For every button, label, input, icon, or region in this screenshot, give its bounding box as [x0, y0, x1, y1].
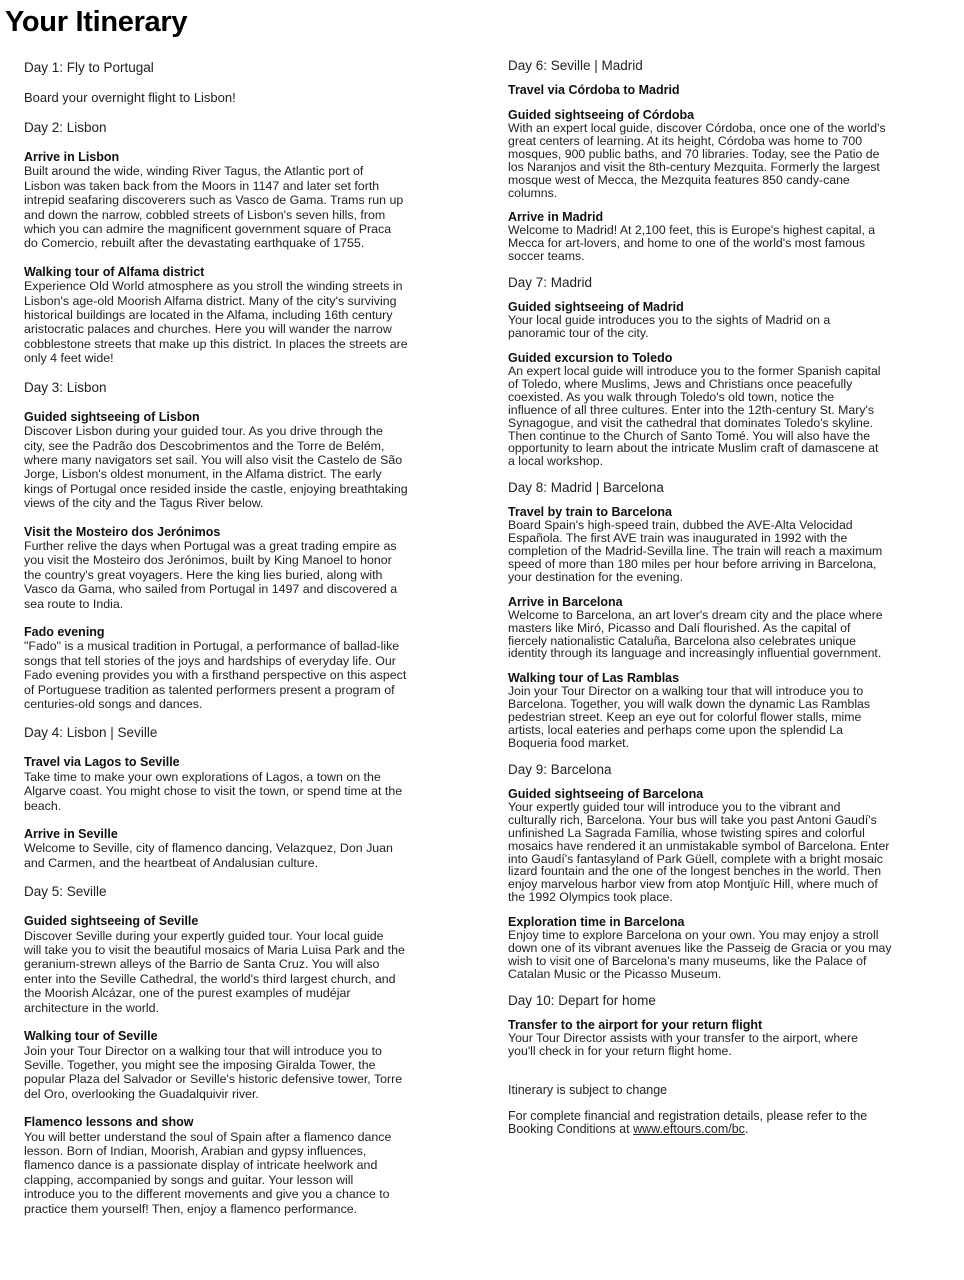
activity-heading: Travel via Lagos to Seville: [24, 755, 180, 770]
activity-heading: Flamenco lessons and show: [24, 1115, 194, 1130]
booking-note-text: For complete financial and registration details, please refer to the Booking Conditions at: [508, 1108, 868, 1136]
activity-heading: Travel by train to Barcelona: [508, 505, 672, 520]
activity-heading: Arrive in Lisbon: [24, 150, 120, 164]
itinerary-activity: [24, 525, 474, 611]
itinerary-left-column: [24, 60, 474, 1230]
activity-heading: Guided excursion to Toledo: [508, 350, 673, 365]
activity-description: Join your Tour Director on a walking tour that will introduce you to Seville. Together, you might see the imposing Giralda Tower, the popular Plaza del Salvador or Seville's historic defensive tower, Torre del Oro, overlooking the Guadalquivir river.: [24, 1043, 403, 1101]
activity-description: Your local guide introduces you to the sights of Madrid on a panoramic tour of the city.: [508, 313, 831, 341]
activity-description: Discover Lisbon during your guided tour. As you drive through the city, see the Padrão dos Descobrimentos and the Torre de Belém, where many navigators set sail. You will also visit the Castelo de São Jorge, Lisbon's oldest monument, in the Alfama district. The early kings of Portugal once resided inside the castle, enjoying breathtaking views of the city and the Tagus River below.: [24, 424, 408, 511]
activity-heading: Walking tour of Alfama district: [24, 264, 205, 279]
itinerary-activity: [508, 84, 948, 97]
activity-description: Board your overnight flight to Lisbon!: [24, 90, 236, 105]
itinerary-activity: [24, 914, 474, 1015]
itinerary-activity: [24, 90, 474, 106]
day-title: Day 6: Seville | Madrid: [508, 58, 643, 73]
activity-heading: Fado evening: [24, 624, 105, 639]
itinerary-change-note: Itinerary is subject to change: [508, 1082, 668, 1097]
itinerary-right-column: [508, 58, 948, 1149]
day-title: Day 1: Fly to Portugal: [24, 60, 154, 75]
itinerary-activity: [508, 301, 948, 340]
activity-description: With an expert local guide, discover Córdoba, once one of the world's great centers of learning. At its height, Córdoba was home to 700 mosques, 900 public baths, and 70 libraries. Today, see the Patio de los Naranjos and visit the 8th-century Mezquita. Formerly the largest mosque west of Mecca, the Mezquita features 850 candy-cane columns.: [508, 121, 886, 200]
day-title: Day 5: Seville: [24, 884, 107, 900]
activity-heading: Exploration time in Barcelona: [508, 915, 685, 930]
activity-description: An expert local guide will introduce you to the former Spanish capital of Toledo, where Muslims, Jews and Christians once peacefully coexisted. As you walk through Toledo's old town, notice the influence of all three cultures. Enter into the 12th-century St. Mary's Synagogue, and visit the cathedral that dominates Toledo's skyline. Then continue to the Church of Santo Tomé. You will also have the opportunity to learn about the intricate Muslim craft of damascene at a local workshop.: [508, 363, 881, 469]
day-title: Day 4: Lisbon | Seville: [24, 725, 158, 741]
itinerary-activity: [24, 827, 474, 870]
activity-heading: Walking tour of Las Ramblas: [508, 671, 680, 686]
activity-description: Discover Seville during your expertly guided tour. Your local guide will take you to visit the beautiful mosaics of Maria Luisa Park and the geranium-strewn alleys of the Barrio de Santa Cruz. You will also enter into the Seville Cathedral, the world's third largest church, and the Moorish Alcázar, one of the purest examples of mudéjar architecture in the world.: [24, 928, 405, 1015]
itinerary-activity: [508, 506, 948, 584]
itinerary-activity: [508, 1019, 948, 1058]
day-title: Day 7: Madrid: [508, 275, 593, 291]
page-title: Your Itinerary: [5, 6, 188, 38]
activity-heading: Visit the Mosteiro dos Jerónimos: [24, 524, 221, 539]
activity-heading: Transfer to the airport for your return flight: [508, 1017, 763, 1032]
activity-description: Take time to make your own explorations of Lagos, a town on the Algarve coast. You might chose to visit the town, or spend time at the beach.: [24, 769, 403, 813]
activity-description: Welcome to Madrid! At 2,100 feet, this is Europe's highest capital, a Mecca for art-lovers, and home to one of the world's most famous soccer teams.: [508, 223, 876, 264]
itinerary-activity: [508, 211, 948, 263]
activity-description: Welcome to Barcelona, an art lover's dream city and the place where masters like Miró, Picasso and Dalí flourished. As the capital of fiercely nationalistic Cataluña, Barcelona also celebrates unique identity through its language and increasingly influential government.: [508, 607, 883, 661]
activity-description: You will better understand the soul of Spain after a flamenco dance lesson. Born of Indian, Moorish, Arabian and gypsy influences, flamenco dance is a passionate display of intricate heelwork and clapping, accompanied by songs and guitar. Your lesson will introduce you to the different movements and give you a chance to practice them yourself! Then, enjoy a flamenco performance.: [24, 1129, 392, 1216]
activity-description: Enjoy time to explore Barcelona on your own. You may enjoy a stroll down one of its vibrant avenues like the Passeig de Gracia or you may wish to visit one of Barcelona's many museums, like the Palace of Catalan Music or the Picasso Museum.: [508, 928, 892, 981]
activity-heading: Guided sightseeing of Madrid: [508, 300, 684, 315]
activity-heading: Guided sightseeing of Barcelona: [508, 786, 704, 801]
activity-heading: Arrive in Barcelona: [508, 594, 623, 609]
activity-heading: Walking tour of Seville: [24, 1029, 158, 1044]
itinerary-activity: [508, 352, 948, 468]
itinerary-activity: [508, 596, 948, 661]
day-title: Day 9: Barcelona: [508, 761, 612, 777]
booking-note-suffix: .: [744, 1121, 749, 1136]
activity-heading: Arrive in Madrid: [508, 210, 604, 225]
activity-description: Further relive the days when Portugal was a great trading empire as you visit the Mosteiro dos Jerónimos, built by King Manoel to honor the country's great voyagers. Here the king lies buried, along with Vasco da Gama, who sailed from Portugal in 1497 and discovered a sea route to India.: [24, 538, 398, 611]
activity-description: "Fado" is a musical tradition in Portugal, a performance of ballad-like songs that tell stories of the joys and hardships of everyday life. Our Fado evening provides you with a firsthand perspective on this aspect of Portuguese tradition as talented performers present a program of centuries-old songs and dances.: [24, 639, 407, 711]
day-title: Day 8: Madrid | Barcelona: [508, 480, 664, 496]
activity-description: Join your Tour Director on a walking tour that will introduce you to Barcelona. Together, you will walk down the dynamic Las Ramblas pedestrian street. Keep an eye out for colorful flower stalls, mime artists, local eateries and perhaps come upon the splendid La Boqueria food market.: [508, 684, 871, 750]
day-title: Day 3: Lisbon: [24, 379, 107, 395]
itinerary-activity: [24, 265, 474, 366]
day-title: Day 10: Depart for home: [508, 992, 656, 1008]
day-title: Day 2: Lisbon: [24, 120, 107, 135]
booking-conditions-link[interactable]: www.eftours.com/bc: [633, 1121, 745, 1136]
activity-heading: Guided sightseeing of Lisbon: [24, 409, 200, 424]
itinerary-activity: [24, 625, 474, 711]
activity-description: Built around the wide, winding River Tagus, the Atlantic port of Lisbon was taken back from the Moors in 1147 and later set forth intrepid seafaring discoverers such as Vasco de Gama. Trams run up and down the narrow, cobbled streets of Lisbon's seven hills, from which you can admire the magnificent government square of Praca do Comercio, rebuilt after the devastating earthquake of 1755.: [24, 164, 404, 251]
itinerary-activity: [24, 755, 474, 813]
booking-conditions-note: [508, 1110, 948, 1136]
activity-heading: Arrive in Seville: [24, 827, 118, 842]
itinerary-notes: [508, 1084, 948, 1136]
itinerary-activity: [508, 672, 948, 750]
activity-description: Experience Old World atmosphere as you stroll the winding streets in Lisbon's age-old Moorish Alfama district. Many of the city's surviving historical buildings are located in the Alfama, including 16th century aristocratic palaces and churches. Here you will wander the narrow cobblestone streets that make up this district. In places the streets are only 4 feet wide!: [24, 279, 408, 366]
activity-description: Your Tour Director assists with your transfer to the airport, where you'll check in for your return flight home.: [508, 1030, 858, 1058]
activity-description: Your expertly guided tour will introduce you to the vibrant and culturally rich, Barcelona. Your bus will take you past Antoni Gaudí's unfinished La Sagrada Família, whose twisting spires and colorful mosaics have rendered it an unmistakable symbol of Barcelona. Enter into Gaudí's fantasyland of Park Güell, complete with a bright mosaic lizard fountain and the one of the longest benches in the world. Then enjoy marvelous harbor view from atop Montjuïc Hill, where much of the 1992 Olympics took place.: [508, 799, 890, 905]
itinerary-activity: [24, 1115, 474, 1216]
activity-heading: Travel via Córdoba to Madrid: [508, 83, 680, 97]
itinerary-activity: [24, 1029, 474, 1101]
activity-heading: Guided sightseeing of Seville: [24, 914, 199, 929]
itinerary-activity: [24, 150, 474, 251]
itinerary-activity: [24, 410, 474, 511]
itinerary-activity: [508, 109, 948, 199]
activity-description: Board Spain's high-speed train, dubbed the AVE-Alta Velocidad Española. The first AVE train was inaugurated in 1992 with the completion of the Madrid-Sevilla line. The train will reach a maximum speed of more than 180 miles per hour before arriving in Barcelona, your destination for the evening.: [508, 518, 883, 584]
activity-heading: Guided sightseeing of Córdoba: [508, 108, 695, 122]
itinerary-activity: [508, 788, 948, 904]
activity-description: Welcome to Seville, city of flamenco dancing, Velazquez, Don Juan and Carmen, and the heartbeat of Andalusian culture.: [24, 841, 393, 870]
itinerary-activity: [508, 916, 948, 981]
